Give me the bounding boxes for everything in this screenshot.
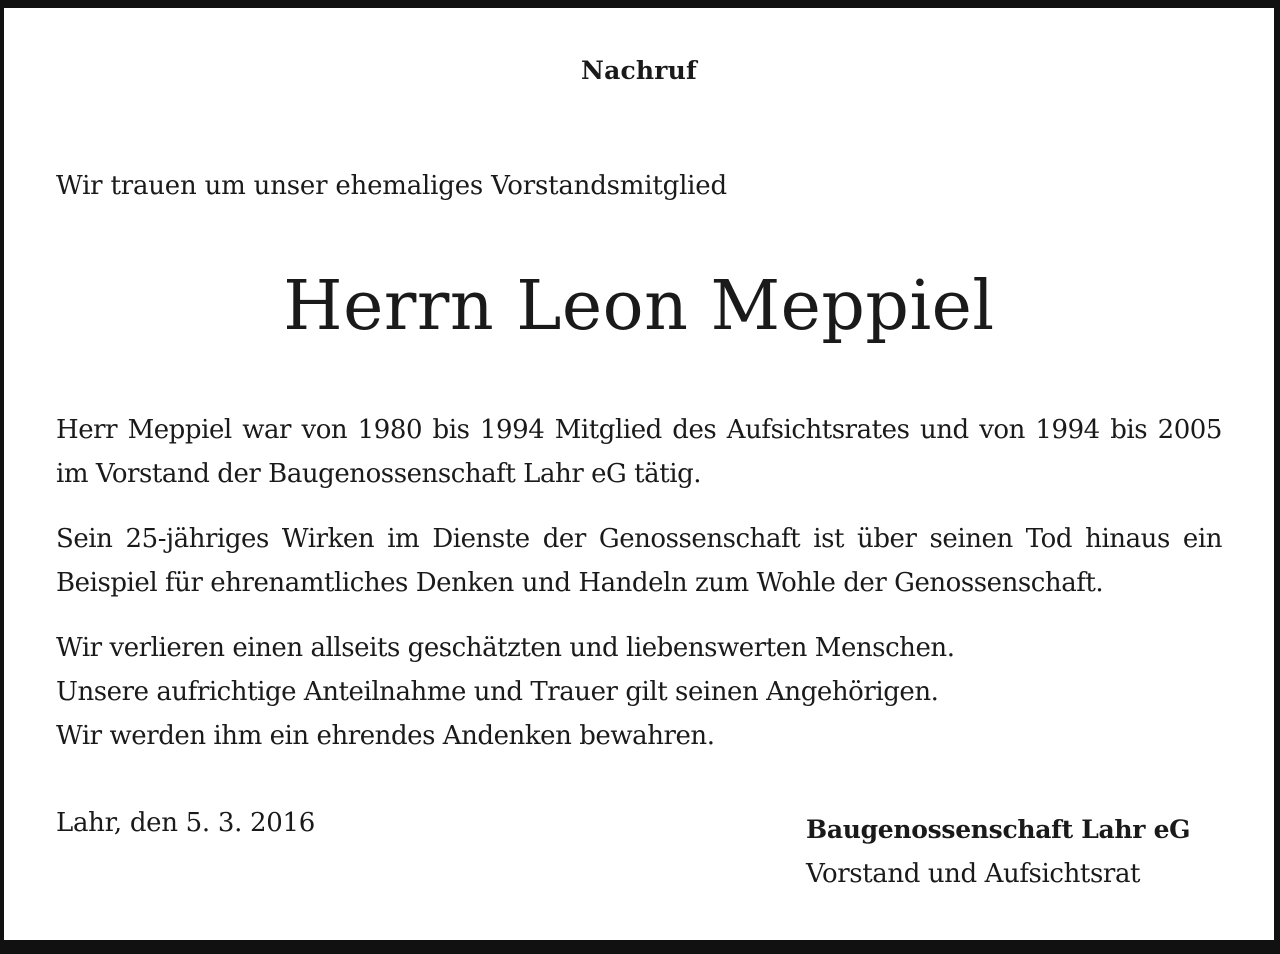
paragraph-closing [56, 626, 1222, 758]
closing-line: Unsere aufrichtige Anteilnahme und Trauer gilt seinen Angehörigen. [56, 677, 939, 707]
paragraph-tribute: Sein 25-jähriges Wirken im Dienste der Genossenschaft ist über seinen Tod hinaus ein Beispiel für ehrenamtliches Denken und Handeln zum Wohle der Genossenschaft. [56, 524, 1222, 598]
place-and-date: Lahr, den 5. 3. 2016 [56, 808, 315, 838]
closing-line: Wir werden ihm ein ehrendes Andenken bewahren. [56, 721, 715, 751]
signature-role: Vorstand und Aufsichtsrat [806, 859, 1141, 889]
signature-block [806, 808, 1190, 896]
paragraph-career: Herr Meppiel war von 1980 bis 1994 Mitglied des Aufsichtsrates und von 1994 bis 2005 im Vorstand der Baugenossenschaft Lahr eG tätig. [56, 415, 1222, 489]
closing-line: Wir verlieren einen allseits geschätzten und liebenswerten Menschen. [56, 633, 955, 663]
intro-text: Wir trauen um unser ehemaliges Vorstandsmitglied [56, 171, 727, 201]
deceased-name: Herrn Leon Meppiel [283, 267, 995, 346]
signature-organization: Baugenossenschaft Lahr eG [806, 815, 1191, 844]
notice-heading: Nachruf [581, 56, 697, 85]
notice-body [56, 408, 1222, 779]
